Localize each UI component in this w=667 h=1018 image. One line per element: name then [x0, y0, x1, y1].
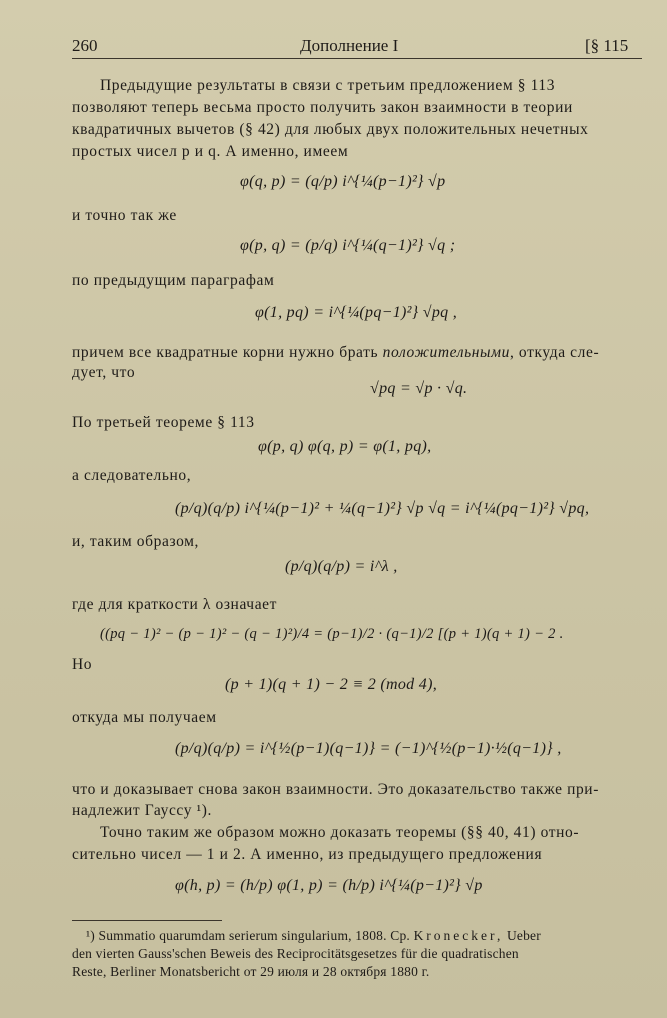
text-run: ¹) Summatio quarumdam serierum singularium, 1808. Ср. — [86, 928, 410, 943]
emphasis-text: положительными — [382, 344, 510, 361]
paragraph-line: позволяют теперь весьма просто получить закон взаимности в теории — [72, 99, 573, 116]
formula-phi-h-p: φ(h, p) = (h/p) φ(1, p) = (h/p) i^{¼(p−1)²} √p — [175, 877, 483, 894]
running-title: Дополнение I — [300, 36, 399, 55]
formula-phi-q-p: φ(q, p) = (q/p) i^{¼(p−1)²} √p — [240, 173, 446, 190]
paragraph-line: и, таким образом, — [72, 533, 200, 550]
text-run: причем все квадратные корни нужно брать — [72, 344, 379, 361]
paragraph-line: а следовательно, — [72, 467, 192, 484]
formula-root-product: √pq = √p · √q. — [370, 380, 468, 397]
paragraph-line: сительно чисел — 1 и 2. А именно, из предыдущего предложения — [72, 846, 543, 863]
paragraph-line: По третьей теореме § 113 — [72, 414, 255, 431]
footnote-rule — [72, 920, 222, 921]
formula-lambda-definition: ((pq − 1)² − (p − 1)² − (q − 1)²)/4 = (p−1)/2 · (q−1)/2 [(p + 1)(q + 1) − 2 . — [100, 626, 564, 642]
header-rule — [72, 58, 642, 59]
paragraph-line: квадратичных вычетов (§ 42) для любых двух положительных нечетных — [72, 121, 589, 138]
author-name: Kronecker, — [413, 928, 504, 943]
footnote-line — [86, 928, 541, 944]
text-run: , откуда сле- — [509, 344, 600, 361]
page-number: 260 — [72, 36, 98, 55]
paragraph-line: по предыдущим параграфам — [72, 272, 275, 289]
paragraph-line: Точно таким же образом можно доказать теоремы (§§ 40, 41) отно- — [100, 824, 580, 841]
paragraph-line — [72, 344, 599, 362]
paragraph-line: дует, что — [72, 364, 136, 381]
section-marker: [§ 115 — [585, 36, 629, 55]
footnote-line: Reste, Berliner Monatsbericht от 29 июля и 28 октября 1880 г. — [72, 964, 430, 979]
paragraph-line: Предыдущие результаты в связи с третьим предложением § 113 — [100, 77, 556, 94]
paragraph-line: и точно так же — [72, 207, 177, 224]
paragraph-line: надлежит Гауссу ¹). — [72, 802, 213, 819]
text-run: Ueber — [506, 928, 541, 943]
formula-product-phi: φ(p, q) φ(q, p) = φ(1, pq), — [258, 438, 432, 455]
paragraph-line: что и доказывает снова закон взаимности. Это доказательство также при- — [72, 781, 599, 798]
formula-phi-1-pq: φ(1, pq) = i^{¼(pq−1)²} √pq , — [255, 304, 458, 321]
paragraph-line: откуда мы получаем — [72, 709, 217, 726]
footnote-line: den vierten Gauss'schen Beweis des Reciprocitätsgesetzes für die quadratischen — [72, 946, 519, 961]
formula-reciprocity: (p/q)(q/p) = i^{½(p−1)(q−1)} = (−1)^{½(p−1)·½(q−1)} , — [175, 740, 562, 757]
formula-legendre-product: (p/q)(q/p) i^{¼(p−1)² + ¼(q−1)²} √p √q = i^{¼(pq−1)²} √pq, — [175, 500, 590, 517]
paragraph-line: простых чисел p и q. А именно, имеем — [72, 143, 349, 160]
paragraph-line: Но — [72, 656, 93, 673]
formula-mod-4: (p + 1)(q + 1) − 2 ≡ 2 (mod 4), — [225, 676, 438, 693]
formula-lambda: (p/q)(q/p) = i^λ , — [285, 558, 398, 575]
formula-phi-p-q: φ(p, q) = (p/q) i^{¼(q−1)²} √q ; — [240, 237, 456, 254]
paragraph-line: где для краткости λ означает — [72, 596, 278, 613]
